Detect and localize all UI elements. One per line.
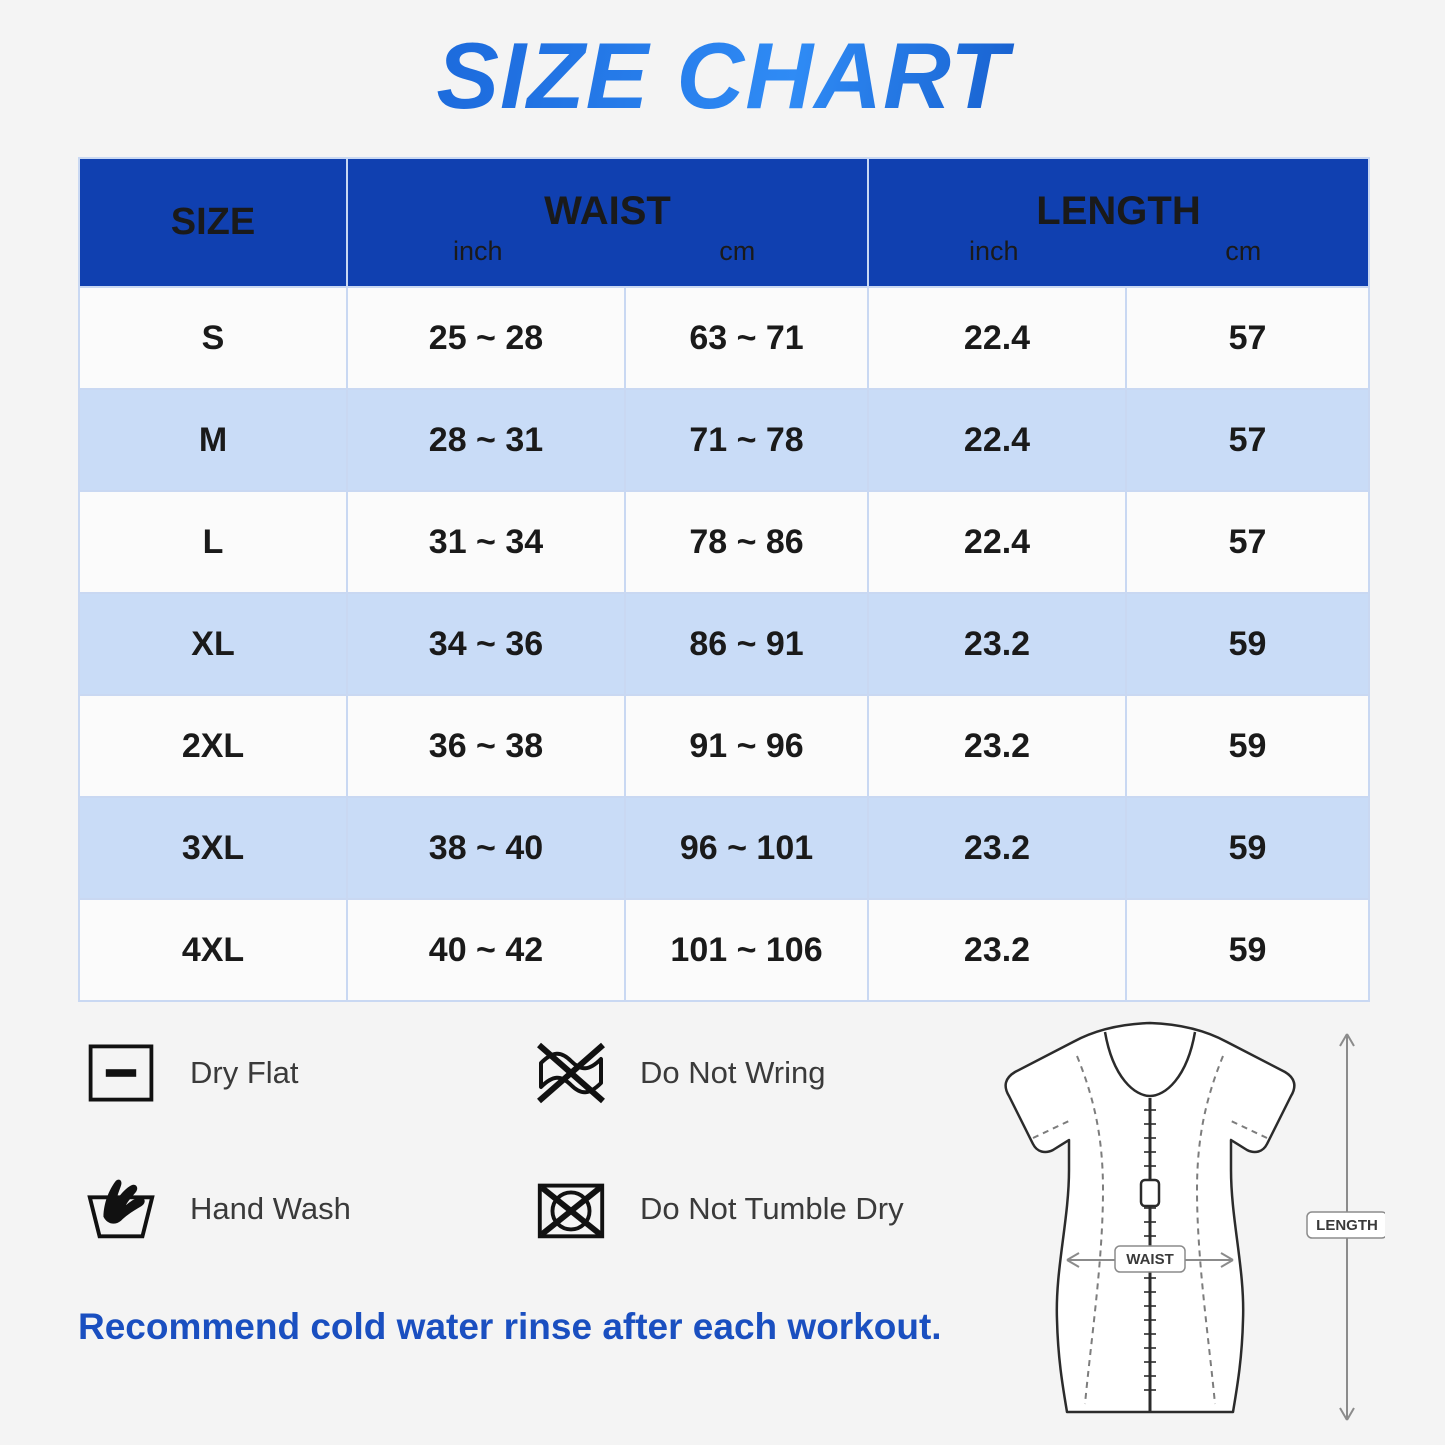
cell-size: S: [79, 287, 347, 389]
cell-waist-inch: 34 ~ 36: [347, 593, 625, 695]
care-label: Hand Wash: [190, 1191, 351, 1226]
cell-waist-inch: 25 ~ 28: [347, 287, 625, 389]
page-title: SIZE CHART: [0, 0, 1445, 127]
care-item-do-not-wring: [528, 1030, 978, 1116]
cell-waist-inch: 31 ~ 34: [347, 491, 625, 593]
cell-length-inch: 23.2: [868, 797, 1126, 899]
cell-waist-cm: 91 ~ 96: [625, 695, 868, 797]
cell-size: M: [79, 389, 347, 491]
recommendation-text: Recommend cold water rinse after each workout.: [78, 1306, 942, 1347]
dry-flat-icon: [78, 1030, 164, 1116]
header-waist: [347, 158, 868, 287]
cell-length-inch: 22.4: [868, 287, 1126, 389]
cell-length-cm: 57: [1126, 287, 1369, 389]
do-not-tumble-dry-icon: [528, 1166, 614, 1252]
cell-waist-inch: 40 ~ 42: [347, 899, 625, 1001]
cell-size: 3XL: [79, 797, 347, 899]
cell-length-inch: 22.4: [868, 491, 1126, 593]
cell-size: XL: [79, 593, 347, 695]
cell-size: 2XL: [79, 695, 347, 797]
cell-size: 4XL: [79, 899, 347, 1001]
hand-wash-icon: [78, 1166, 164, 1252]
cell-length-inch: 23.2: [868, 899, 1126, 1001]
header-length-unit-cm: cm: [1225, 235, 1262, 266]
cell-length-cm: 59: [1126, 695, 1369, 797]
care-item-dry-flat: [78, 1030, 528, 1116]
table-row: [79, 695, 1369, 797]
cell-length-cm: 59: [1126, 797, 1369, 899]
care-item-hand-wash: [78, 1166, 528, 1252]
cell-length-cm: 57: [1126, 491, 1369, 593]
cell-waist-cm: 63 ~ 71: [625, 287, 868, 389]
table-row: [79, 593, 1369, 695]
cell-length-cm: 57: [1126, 389, 1369, 491]
cell-waist-cm: 101 ~ 106: [625, 899, 868, 1001]
cell-waist-inch: 28 ~ 31: [347, 389, 625, 491]
care-label: Dry Flat: [190, 1055, 299, 1090]
table-row: [79, 287, 1369, 389]
table-row: [79, 389, 1369, 491]
header-waist-title: WAIST: [544, 188, 671, 233]
table-body: [79, 287, 1369, 1001]
waist-measure-label: WAIST: [1126, 1251, 1174, 1268]
care-label: Do Not Wring: [640, 1055, 826, 1090]
table-row: [79, 797, 1369, 899]
size-chart-table: [78, 157, 1370, 1002]
cell-length-cm: 59: [1126, 899, 1369, 1001]
header-length: [868, 158, 1369, 287]
header-waist-unit-cm: cm: [719, 235, 756, 266]
cell-waist-inch: 36 ~ 38: [347, 695, 625, 797]
cell-length-cm: 59: [1126, 593, 1369, 695]
cell-length-inch: 23.2: [868, 593, 1126, 695]
header-waist-unit-inch: inch: [452, 235, 503, 266]
cell-waist-cm: 78 ~ 86: [625, 491, 868, 593]
table-row: [79, 491, 1369, 593]
care-label: Do Not Tumble Dry: [640, 1191, 904, 1226]
cell-waist-cm: 96 ~ 101: [625, 797, 868, 899]
length-measure-label: LENGTH: [1316, 1217, 1378, 1234]
header-size: SIZE: [79, 158, 347, 287]
cell-waist-cm: 71 ~ 78: [625, 389, 868, 491]
size-chart-table-wrapper: [78, 157, 1367, 1002]
header-length-title: LENGTH: [1036, 188, 1201, 233]
cell-size: L: [79, 491, 347, 593]
care-instructions-section: [78, 1030, 978, 1348]
do-not-wring-icon: [528, 1030, 614, 1116]
garment-diagram: [955, 1020, 1385, 1430]
cell-waist-cm: 86 ~ 91: [625, 593, 868, 695]
cell-waist-inch: 38 ~ 40: [347, 797, 625, 899]
cell-length-inch: 22.4: [868, 389, 1126, 491]
cell-length-inch: 23.2: [868, 695, 1126, 797]
header-length-unit-inch: inch: [969, 235, 1019, 266]
care-item-do-not-tumble-dry: [528, 1166, 978, 1252]
table-header: [79, 158, 1369, 287]
table-row: [79, 899, 1369, 1001]
